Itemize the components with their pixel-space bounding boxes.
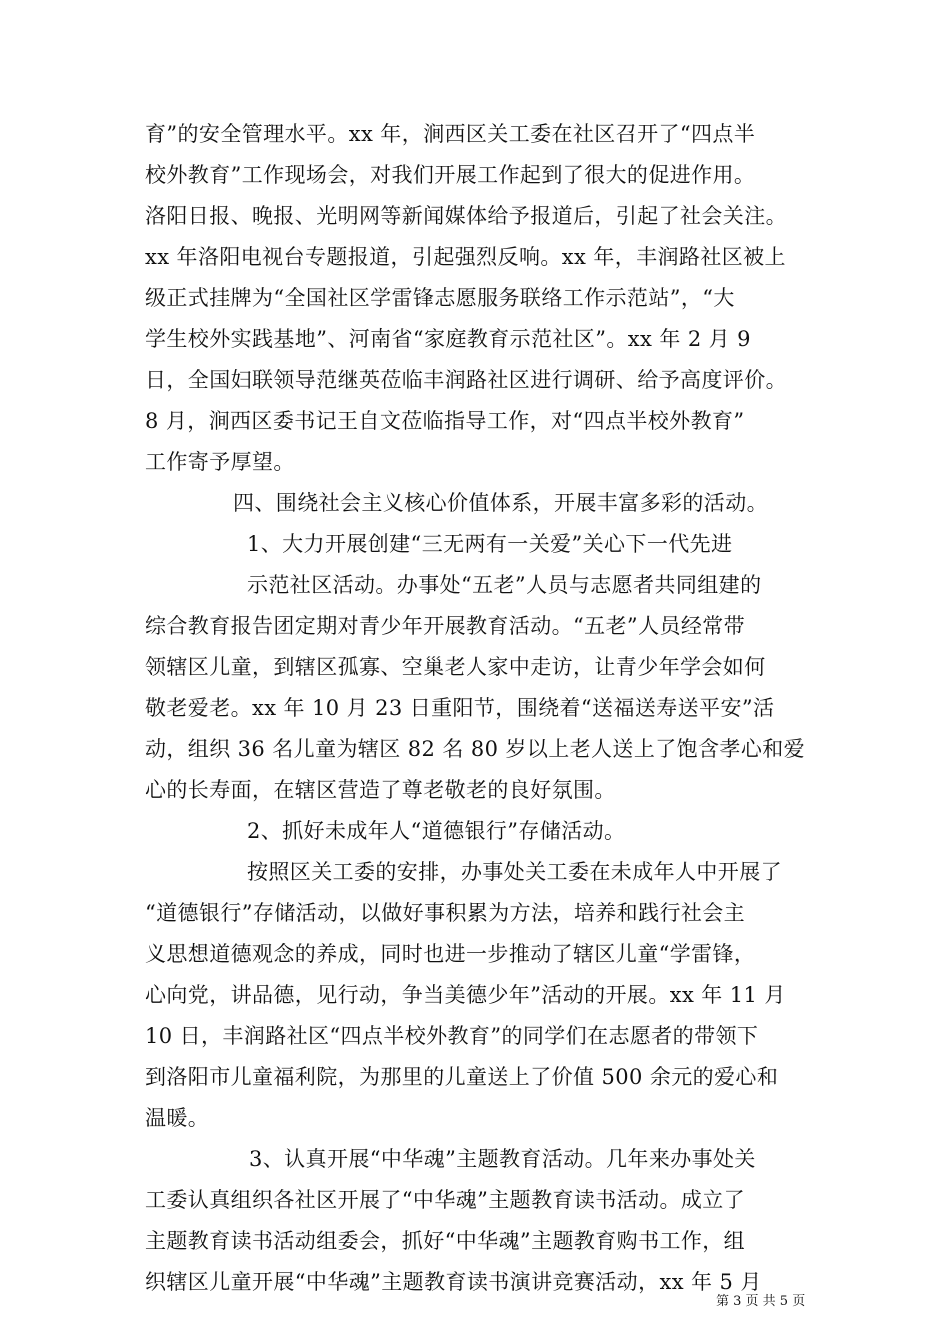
text-line: 按照区关工委的安排，办事处关工委在未成年人中开展了 — [247, 860, 782, 884]
text-line: 育”的安全管理水平。xx 年，涧西区关工委在社区召开了“四点半 — [145, 122, 756, 146]
page-number-footer: 第 3 页 共 5 页 — [716, 1294, 806, 1309]
text-line: 心的长寿面，在辖区营造了尊老敬老的良好氛围。 — [145, 778, 616, 802]
subsection-heading: 1、大力开展创建“三无两有一关爱”关心下一代先进 — [247, 532, 733, 556]
text-line: 义思想道德观念的养成，同时也进一步推动了辖区儿童“学雷锋， — [145, 942, 756, 966]
text-line: 温暖。 — [145, 1106, 210, 1130]
text-line: xx 年洛阳电视台专题报道，引起强烈反响。xx 年，丰润路社区被上 — [145, 245, 786, 269]
subsection-heading: 2、抓好未成年人“道德银行”存储活动。 — [247, 819, 626, 843]
text-line: 工作寄予厚望。 — [145, 450, 295, 474]
text-line: 织辖区儿童开展“中华魂”主题教育读书演讲竞赛活动，xx 年 5 月 — [145, 1270, 762, 1294]
subsection-heading: 3、认真开展“中华魂”主题教育活动。几年来办事处关 — [249, 1147, 756, 1171]
text-line: 8 月，涧西区委书记王自文莅临指导工作，对“四点半校外教育” — [145, 409, 745, 433]
text-line: 敬老爱老。xx 年 10 月 23 日重阳节，围绕着“送福送寿送平安”活 — [145, 696, 775, 720]
text-line: 日，全国妇联领导范继英莅临丰润路社区进行调研、给予高度评价。 — [145, 368, 787, 392]
text-line: 到洛阳市儿童福利院，为那里的儿童送上了价值 500 余元的爱心和 — [145, 1065, 779, 1089]
text-line: 领辖区儿童，到辖区孤寡、空巢老人家中走访，让青少年学会如何 — [145, 655, 766, 679]
text-line: 主题教育读书活动组委会，抓好“中华魂”主题教育购书工作，组 — [145, 1229, 746, 1253]
text-line: 洛阳日报、晚报、光明网等新闻媒体给予报道后，引起了社会关注。 — [145, 204, 787, 228]
text-line: 综合教育报告团定期对青少年开展教育活动。“五老”人员经常带 — [145, 614, 746, 638]
text-line: 示范社区活动。办事处“五老”人员与志愿者共同组建的 — [247, 573, 762, 597]
text-line: 10 日，丰润路社区“四点半校外教育”的同学们在志愿者的带领下 — [145, 1024, 759, 1048]
text-line: 心向党，讲品德，见行动，争当美德少年”活动的开展。xx 年 11 月 — [145, 983, 786, 1007]
body-text — [145, 114, 805, 1303]
section-heading: 四、围绕社会主义核心价值体系，开展丰富多彩的活动。 — [233, 491, 768, 515]
text-line: 学生校外实践基地”、河南省“家庭教育示范社区”。xx 年 2 月 9 — [145, 327, 751, 351]
text-line: “道德银行”存储活动，以做好事积累为方法，培养和践行社会主 — [145, 901, 746, 925]
text-line: 校外教育”工作现场会，对我们开展工作起到了很大的促进作用。 — [145, 163, 756, 187]
text-line: 动，组织 36 名儿童为辖区 82 名 80 岁以上老人送上了饱含孝心和爱 — [145, 737, 806, 761]
text-line: 级正式挂牌为“全国社区学雷锋志愿服务联络工作示范站”，“大 — [145, 286, 735, 310]
text-line: 工委认真组织各社区开展了“中华魂”主题教育读书活动。成立了 — [145, 1188, 746, 1212]
